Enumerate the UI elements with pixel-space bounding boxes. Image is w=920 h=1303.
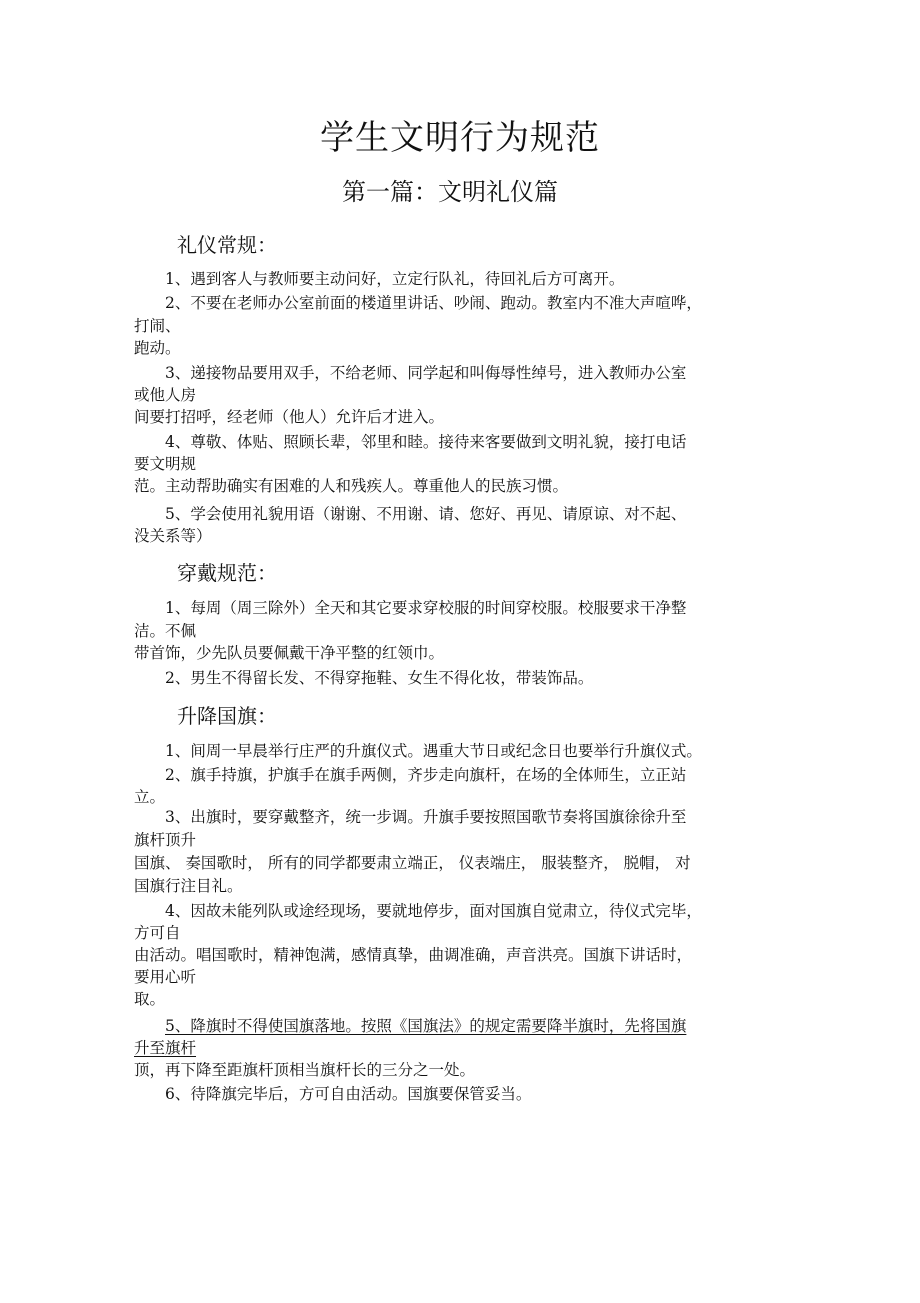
text-line: 1、间周一早晨举行庄严的升旗仪式。遇重大节日或纪念日也要举行升旗仪式。 xyxy=(165,742,702,760)
text-line: 国旗行注目礼。 xyxy=(134,877,243,895)
text-line: 2、旗手持旗，护旗手在旗手两侧，齐步走向旗杆，在场的全体师生，立正站 xyxy=(165,766,687,784)
text-line: 间要打招呼，经老师（他人）允许后才进入。 xyxy=(134,408,445,426)
text-line: 3、递接物品要用双手，不给老师、同学起和叫侮辱性绰号，进入教师办公室 xyxy=(165,364,687,382)
text-line: 由活动。唱国歌时，精神饱满，感情真挚，曲调准确，声音洪亮。国旗下讲话时， xyxy=(134,946,693,964)
text-line: 要用心听 xyxy=(134,968,197,986)
text-line: 2、男生不得留长发、不得穿拖鞋、女生不得化妆，带装饰品。 xyxy=(165,669,594,687)
text-line: 没关系等） xyxy=(134,527,212,545)
text-line: 打闹、 xyxy=(134,317,181,335)
text-line: 国旗、 奏国歌时， 所有的同学都要肃立端正， 仪表端庄， 服装整齐， 脱帽， 对 xyxy=(134,854,691,872)
text-line: 1、每周（周三除外）全天和其它要求穿校服的时间穿校服。校服要求干净整 xyxy=(165,599,687,617)
text-line: 要文明规 xyxy=(134,455,197,473)
text-line: 旗杆顶升 xyxy=(134,831,197,849)
document-title: 学生文明行为规范 xyxy=(320,118,600,158)
section-heading-etiquette: 礼仪常规： xyxy=(177,233,277,257)
document-subtitle: 第一篇：文明礼仪篇 xyxy=(342,178,558,206)
text-line: 或他人房 xyxy=(134,386,197,404)
text-line-underlined: 5、降旗时不得使国旗落地。按照《国旗法》的规定需要降半旗时，先将国旗 xyxy=(165,1017,687,1035)
text-line: 1、遇到客人与教师要主动问好，立定行队礼，待回礼后方可离开。 xyxy=(165,270,625,288)
text-line-underlined: 升至旗杆 xyxy=(134,1039,197,1057)
section-heading-dress: 穿戴规范： xyxy=(177,561,277,585)
text-line: 6、待降旗完毕后，方可自由活动。国旗要保管妥当。 xyxy=(165,1085,532,1103)
text-line: 洁。不佩 xyxy=(134,622,197,640)
text-line: 范。主动帮助确实有困难的人和残疾人。尊重他人的民族习惯。 xyxy=(134,477,569,495)
text-line: 取。 xyxy=(134,990,166,1008)
section-heading-flag: 升降国旗： xyxy=(177,704,277,728)
text-line: 4、尊敬、体贴、照顾长辈，邻里和睦。接待来客要做到文明礼貌，接打电话 xyxy=(165,433,687,451)
text-line: 顶，再下降至距旗杆顶相当旗杆长的三分之一处。 xyxy=(134,1061,476,1079)
text-line: 方可自 xyxy=(134,924,181,942)
text-line: 2、不要在老师办公室前面的楼道里讲话、吵闹、跑动。教室内不准大声喧哗， xyxy=(165,294,702,312)
text-line: 立。 xyxy=(134,788,166,806)
text-line: 跑动。 xyxy=(134,339,181,357)
text-line: 带首饰，少先队员要佩戴干净平整的红领巾。 xyxy=(134,644,445,662)
text-line: 3、出旗时，要穿戴整齐，统一步调。升旗手要按照国歌节奏将国旗徐徐升至 xyxy=(165,808,687,826)
text-line: 4、因故未能列队或途经现场，要就地停步，面对国旗自觉肃立，待仪式完毕， xyxy=(165,902,702,920)
text-line: 5、学会使用礼貌用语（谢谢、不用谢、请、您好、再见、请原谅、对不起、 xyxy=(165,505,687,523)
